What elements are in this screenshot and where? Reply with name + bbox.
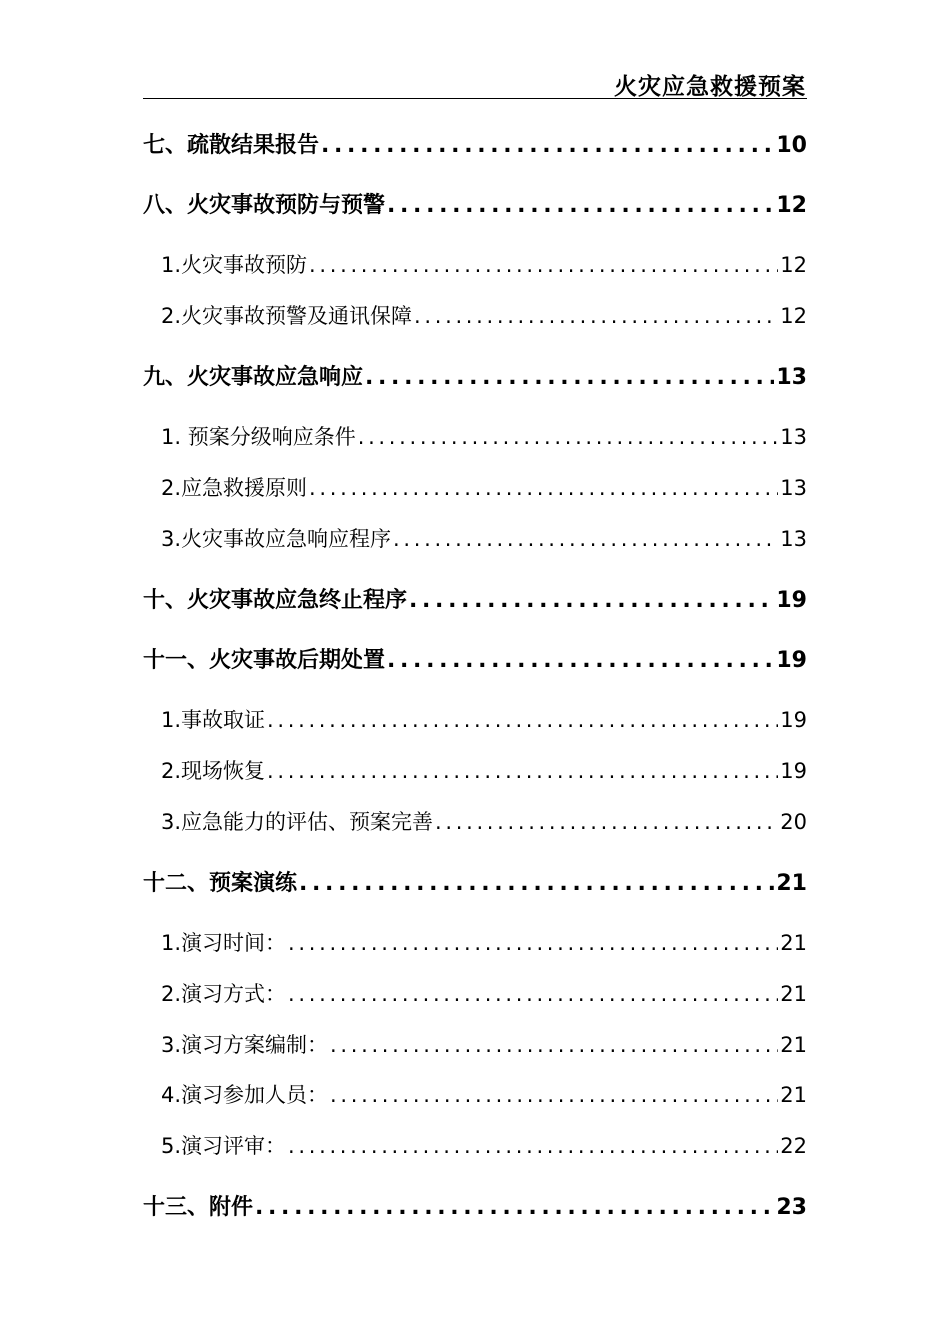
toc-entry-title: 4.演习参加人员：: [161, 1083, 329, 1107]
toc-entry[interactable]: [143, 806, 807, 836]
toc-leader-dots: [309, 253, 778, 277]
toc-leader-dots: [330, 1083, 778, 1107]
toc-entry-title: 1.事故取证: [161, 708, 266, 732]
toc-entry-page-number: 23: [776, 1195, 807, 1220]
toc-entry[interactable]: [143, 1029, 807, 1059]
toc-entry-page-number: 22: [780, 1134, 807, 1158]
toc-entry-title: 1.演习时间：: [161, 931, 287, 955]
toc-entry[interactable]: [143, 866, 807, 897]
toc-entry-page-number: 13: [780, 527, 807, 551]
toc-entry-page-number: 10: [776, 133, 807, 158]
toc-entry-page-number: 12: [780, 253, 807, 277]
toc-entry-page-number: 19: [776, 588, 807, 613]
toc-leader-dots: [330, 1033, 778, 1057]
toc-entry-title: 2.演习方式：: [161, 982, 287, 1006]
toc-entry[interactable]: [143, 643, 807, 674]
toc-leader-dots: [393, 527, 778, 551]
toc-entry[interactable]: [143, 1190, 807, 1221]
toc-entry[interactable]: [143, 978, 807, 1008]
toc-entry[interactable]: [143, 360, 807, 391]
toc-entry-title: 十一、火灾事故后期处置: [143, 648, 386, 673]
toc-entry-page-number: 21: [780, 931, 807, 955]
toc-entry-title: 2.火灾事故预警及通讯保障: [161, 304, 413, 328]
toc-entry-page-number: 21: [780, 982, 807, 1006]
toc-entry-page-number: 21: [780, 1033, 807, 1057]
toc-entry-title: 5.演习评审：: [161, 1134, 287, 1158]
toc-leader-dots: [299, 871, 774, 896]
toc-leader-dots: [288, 982, 778, 1006]
toc-leader-dots: [288, 931, 778, 955]
toc-entry[interactable]: [143, 583, 807, 614]
toc-leader-dots: [309, 476, 778, 500]
toc-entry[interactable]: [143, 188, 807, 219]
toc-entry-title: 八、火灾事故预防与预警: [143, 193, 386, 218]
toc-entry-page-number: 21: [776, 871, 807, 896]
toc-entry-title: 2.应急救援原则: [161, 476, 308, 500]
toc-leader-dots: [255, 1195, 774, 1220]
toc-leader-dots: [409, 588, 774, 613]
toc-entry[interactable]: [143, 523, 807, 553]
toc-entry[interactable]: [143, 421, 807, 451]
toc-entry[interactable]: [143, 128, 807, 159]
toc-entry[interactable]: [143, 755, 807, 785]
toc-entry[interactable]: [143, 249, 807, 279]
toc-leader-dots: [267, 759, 778, 783]
toc-entry-title: 3.演习方案编制：: [161, 1033, 329, 1057]
toc-entry-title: 七、疏散结果报告: [143, 133, 320, 158]
toc-leader-dots: [435, 810, 778, 834]
toc-entry-title: 九、火灾事故应急响应: [143, 365, 364, 390]
toc-entry-title: 3.应急能力的评估、预案完善: [161, 810, 434, 834]
toc-entry-page-number: 19: [780, 759, 807, 783]
toc-entry-page-number: 13: [780, 425, 807, 449]
running-header-title: 火灾应急救援预案: [614, 74, 806, 100]
toc-leader-dots: [365, 365, 774, 390]
toc-leader-dots: [321, 133, 774, 158]
toc-leader-dots: [414, 304, 778, 328]
toc-leader-dots: [358, 425, 779, 449]
toc-entry-page-number: 12: [776, 193, 807, 218]
toc-entry-page-number: 12: [780, 304, 807, 328]
toc-entry-title: 1.火灾事故预防: [161, 253, 308, 277]
toc-entry-title: 十三、附件: [143, 1195, 254, 1220]
toc-leader-dots: [387, 193, 774, 218]
toc-entry-title: 十、火灾事故应急终止程序: [143, 588, 408, 613]
toc-entry-page-number: 13: [776, 365, 807, 390]
toc-entry-title: 2.现场恢复: [161, 759, 266, 783]
toc-entry[interactable]: [143, 927, 807, 957]
toc-entry-page-number: 20: [780, 810, 807, 834]
toc-leader-dots: [267, 708, 778, 732]
toc-entry-page-number: 19: [780, 708, 807, 732]
toc-entry-page-number: 21: [780, 1083, 807, 1107]
toc-entry-title: 十二、预案演练: [143, 871, 298, 896]
toc-entry[interactable]: [143, 1079, 807, 1109]
toc-entry[interactable]: [143, 472, 807, 502]
toc-entry-title: 3.火灾事故应急响应程序: [161, 527, 392, 551]
toc-leader-dots: [288, 1134, 778, 1158]
toc-entry-page-number: 19: [776, 648, 807, 673]
toc-entry[interactable]: [143, 704, 807, 734]
toc-entry-page-number: 13: [780, 476, 807, 500]
toc-entry[interactable]: [143, 300, 807, 330]
toc-entry-title: 1. 预案分级响应条件: [161, 425, 356, 449]
toc-leader-dots: [387, 648, 774, 673]
toc-entry[interactable]: [143, 1130, 807, 1160]
